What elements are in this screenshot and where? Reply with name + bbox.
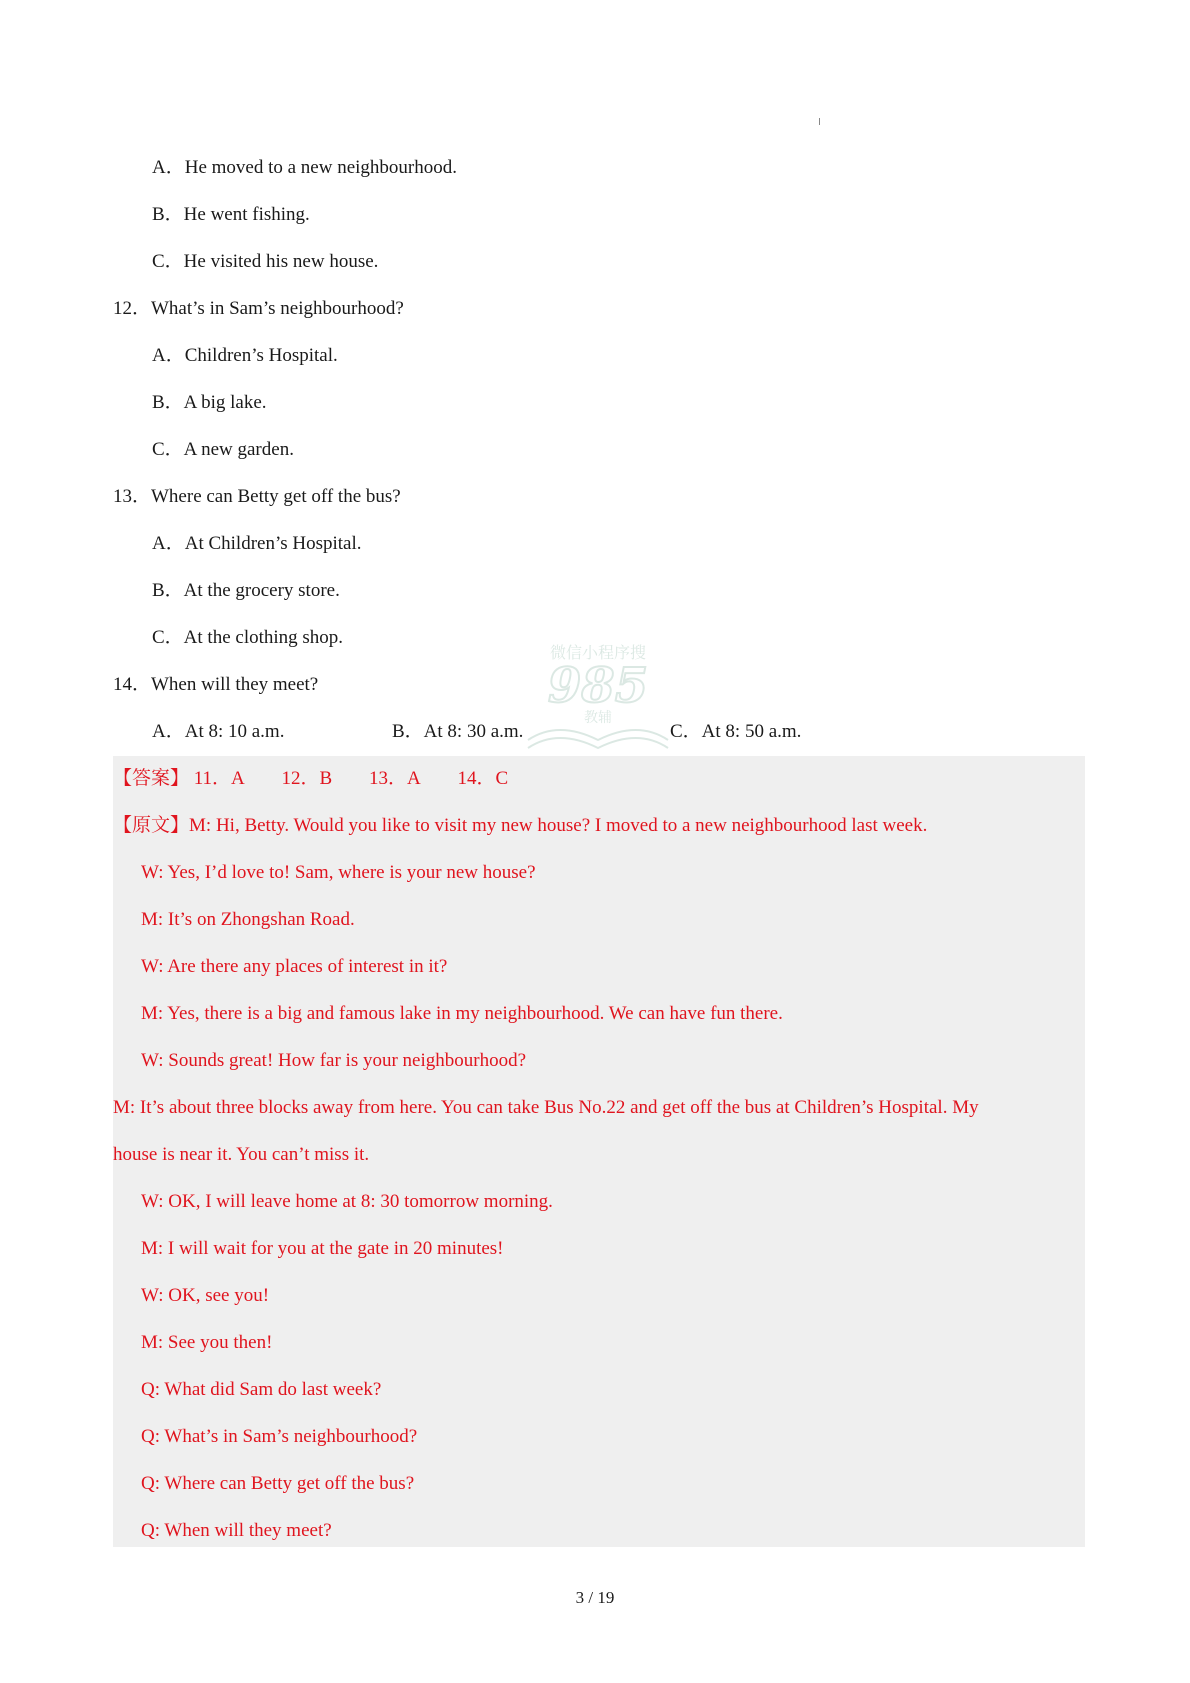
transcript-question-2: Q: What’s in Sam’s neighbourhood?	[141, 1426, 418, 1447]
transcript-line-6b: house is near it. You can’t miss it.	[113, 1144, 370, 1165]
q14-option-a: A．At 8: 10 a.m.	[152, 721, 285, 742]
q13-question: 13．Where can Betty get off the bus?	[113, 486, 401, 507]
answer-14: 14．C	[457, 768, 509, 789]
watermark-top-text: 微信小程序搜	[549, 643, 647, 662]
transcript-line-5: W: Sounds great! How far is your neighbourhood?	[141, 1050, 527, 1071]
q14-option-c: C．At 8: 50 a.m.	[670, 721, 802, 742]
transcript-line-1: W: Yes, I’d love to! Sam, where is your new house?	[141, 862, 536, 883]
transcript-tag: 【原文】	[113, 815, 190, 836]
q12-option-c: C．A new garden.	[152, 439, 294, 460]
transcript-question-4: Q: When will they meet?	[141, 1520, 332, 1541]
q13-option-a: A．At Children’s Hospital.	[152, 533, 362, 554]
transcript-line-10: M: See you then!	[141, 1332, 273, 1353]
watermark-logo	[498, 640, 698, 760]
answer-12: 12．B	[281, 768, 333, 789]
transcript-line-6a: M: It’s about three blocks away from here. You can take Bus No.22 and get off the bus at Children’s Hospital. My	[113, 1097, 979, 1118]
page-tick-mark	[819, 118, 820, 125]
q11-option-b: B．He went fishing.	[152, 204, 310, 225]
q11-option-a: A．He moved to a new neighbourhood.	[152, 157, 457, 178]
q14-option-b: B．At 8: 30 a.m.	[392, 721, 524, 742]
answer-line	[113, 767, 508, 791]
transcript-line-9: W: OK, see you!	[141, 1285, 270, 1306]
transcript-line-8: M: I will wait for you at the gate in 20 minutes!	[141, 1238, 504, 1259]
transcript-first-line	[113, 814, 927, 838]
transcript-line-7: W: OK, I will leave home at 8: 30 tomorrow morning.	[141, 1191, 553, 1212]
watermark-bottom-text: 教辅	[584, 710, 612, 726]
answer-13: 13．A	[368, 768, 421, 789]
q14-question: 14．When will they meet?	[113, 674, 319, 695]
watermark-number: 985	[547, 658, 649, 714]
q13-option-c: C．At the clothing shop.	[152, 627, 344, 648]
transcript-line-2: M: It’s on Zhongshan Road.	[141, 909, 355, 930]
transcript-question-1: Q: What did Sam do last week?	[141, 1379, 382, 1400]
transcript-line-4: M: Yes, there is a big and famous lake in my neighbourhood. We can have fun there.	[141, 1003, 783, 1024]
page-number: 3 / 19	[575, 1588, 615, 1607]
transcript-question-3: Q: Where can Betty get off the bus?	[141, 1473, 415, 1494]
q13-option-b: B．At the grocery store.	[152, 580, 340, 601]
q11-option-c: C．He visited his new house.	[152, 251, 379, 272]
q12-option-b: B．A big lake.	[152, 392, 267, 413]
transcript-line-3: W: Are there any places of interest in it?	[141, 956, 448, 977]
answer-11: 11．A	[193, 768, 245, 789]
q12-question: 12．What’s in Sam’s neighbourhood?	[113, 298, 404, 319]
q12-option-a: A．Children’s Hospital.	[152, 345, 338, 366]
transcript-line-0: M: Hi, Betty. Would you like to visit my new house? I moved to a new neighbourhood last week.	[189, 815, 928, 836]
answer-tag: 【答案】	[113, 768, 190, 789]
